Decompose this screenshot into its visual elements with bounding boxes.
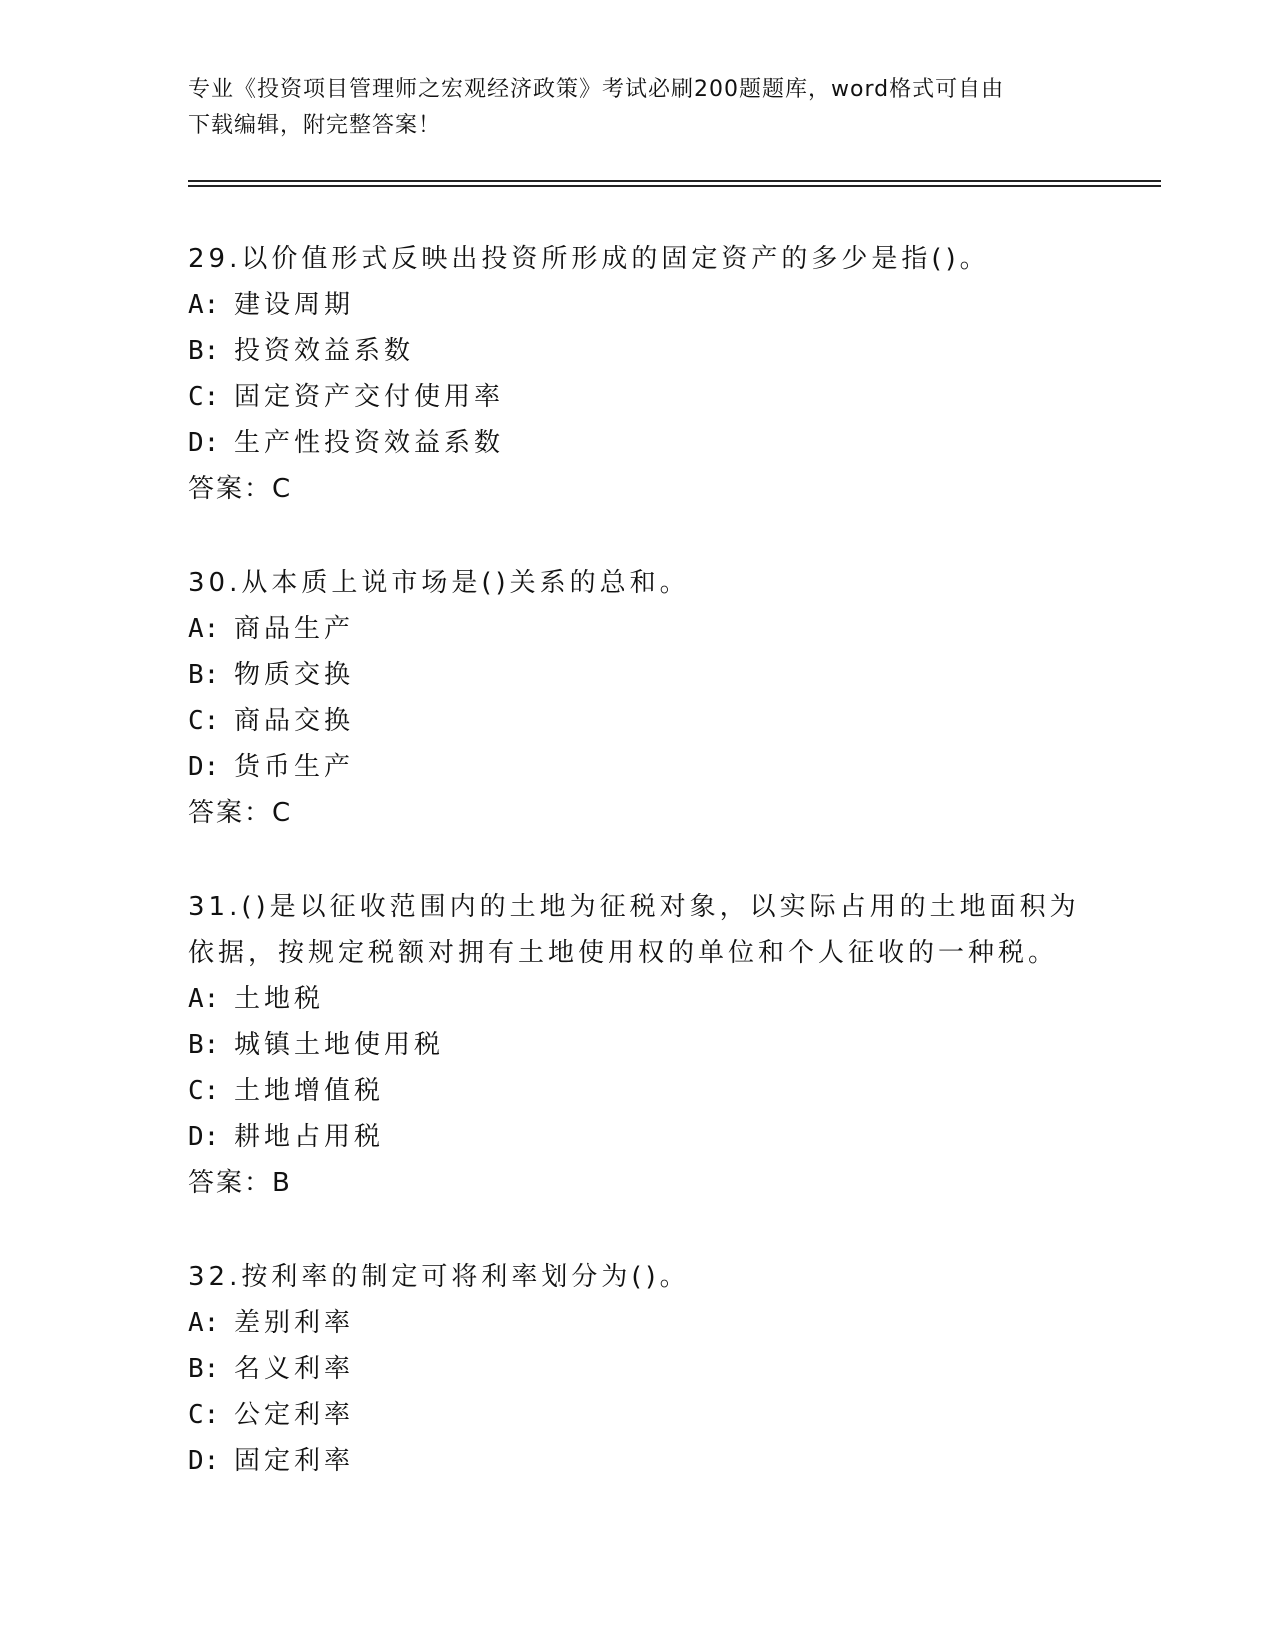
question-text: 29.以价值形式反映出投资所形成的固定资产的多少是指()。 [188, 244, 990, 274]
option-text: 公定利率 [234, 1400, 355, 1430]
option-d [188, 744, 1088, 790]
option-letter: B: [188, 660, 220, 690]
option-letter: C: [188, 382, 220, 412]
option-text: 建设周期 [234, 290, 355, 320]
option-d [188, 420, 1088, 466]
option-letter: D: [188, 428, 220, 458]
option-text: 生产性投资效益系数 [234, 428, 505, 458]
option-text: 差别利率 [234, 1308, 355, 1338]
option-letter: C: [188, 1400, 220, 1430]
option-letter: A: [188, 1308, 220, 1338]
option-letter: D: [188, 1122, 220, 1152]
option-letter: D: [188, 752, 220, 782]
option-c [188, 698, 1088, 744]
option-d [188, 1438, 1088, 1484]
answer-line: 答案：B [188, 1168, 292, 1198]
option-text: 土地增值税 [234, 1076, 385, 1106]
option-a [188, 606, 1088, 652]
option-a [188, 976, 1088, 1022]
option-text: 土地税 [234, 984, 325, 1014]
option-b [188, 652, 1088, 698]
option-letter: A: [188, 614, 220, 644]
option-letter: B: [188, 336, 220, 366]
header-divider-bottom [188, 185, 1161, 187]
option-text: 商品生产 [234, 614, 355, 644]
option-letter: C: [188, 1076, 220, 1106]
option-text: 城镇土地使用税 [234, 1030, 445, 1060]
answer-line: 答案：C [188, 474, 293, 504]
option-text: 耕地占用税 [234, 1122, 385, 1152]
question-text: 31.()是以征收范围内的土地为征税对象，以实际占用的土地面积为依据，按规定税额对拥有土地使用权的单位和个人征收的一种税。 [188, 892, 1080, 968]
option-text: 物质交换 [234, 660, 355, 690]
question-text: 32.按利率的制定可将利率划分为()。 [188, 1262, 690, 1292]
option-letter: D: [188, 1446, 220, 1476]
option-b [188, 328, 1088, 374]
question-30 [188, 560, 1088, 836]
option-c [188, 1392, 1088, 1438]
option-letter: B: [188, 1354, 220, 1384]
header-line-1: 专业《投资项目管理师之宏观经济政策》考试必刷200题题库，word格式可自由 [188, 77, 1005, 102]
option-b [188, 1022, 1088, 1068]
question-29 [188, 236, 1088, 512]
question-text: 30.从本质上说市场是()关系的总和。 [188, 568, 690, 598]
option-text: 固定利率 [234, 1446, 355, 1476]
option-d [188, 1114, 1088, 1160]
question-31 [188, 884, 1088, 1206]
option-letter: A: [188, 984, 220, 1014]
document-header [188, 72, 1088, 144]
option-text: 投资效益系数 [234, 336, 415, 366]
header-line-2: 下载编辑，附完整答案！ [188, 113, 442, 138]
option-b [188, 1346, 1088, 1392]
answer-line: 答案：C [188, 798, 293, 828]
option-c [188, 1068, 1088, 1114]
option-text: 固定资产交付使用率 [234, 382, 505, 412]
question-list [188, 236, 1088, 1532]
option-a [188, 282, 1088, 328]
option-letter: A: [188, 290, 220, 320]
header-divider-top [188, 180, 1161, 182]
option-text: 货币生产 [234, 752, 355, 782]
option-letter: C: [188, 706, 220, 736]
option-letter: B: [188, 1030, 220, 1060]
option-text: 商品交换 [234, 706, 355, 736]
question-32 [188, 1254, 1088, 1484]
option-c [188, 374, 1088, 420]
option-a [188, 1300, 1088, 1346]
option-text: 名义利率 [234, 1354, 355, 1384]
